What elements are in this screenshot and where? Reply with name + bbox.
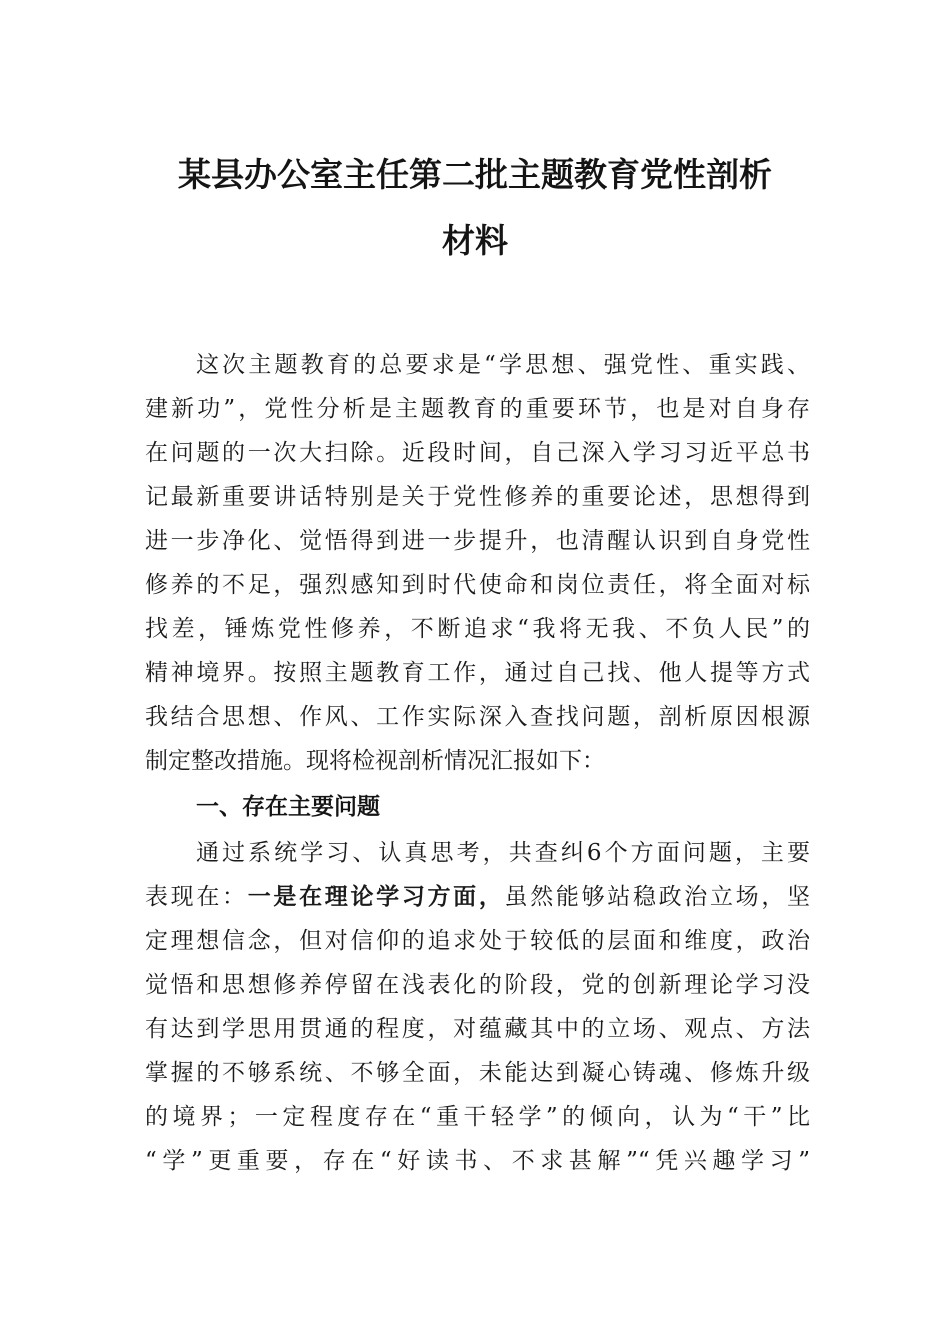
paragraph-line: 修养的不足，强烈感知到时代使命和岗位责任，将全面对标 — [145, 572, 810, 598]
paragraph-line: 记最新重要讲话特别是关于党性修养的重要论述，思想得到 — [145, 484, 810, 510]
paragraph-line: 有达到学思用贯通的程度，对蕴藏其中的立场、观点、方法 — [145, 1016, 810, 1042]
paragraph-line: 精神境界。按照主题教育工作，通过自己找、他人提等方式 — [145, 660, 810, 686]
paragraph-line: 进一步净化、觉悟得到进一步提升，也清醒认识到自身党性 — [145, 528, 810, 554]
paragraph-line: “学”更重要，存在“好读书、不求甚解”“凭兴趣学习” — [145, 1148, 810, 1174]
paragraph-line: 这次主题教育的总要求是“学思想、强党性、重实践、 — [196, 352, 810, 378]
paragraph-line: 觉悟和思想修养停留在浅表化的阶段，党的创新理论学习没 — [145, 972, 810, 998]
paragraph-line: 定理想信念，但对信仰的追求处于较低的层面和维度，政治 — [145, 928, 810, 954]
paragraph-line: 建新功”，党性分析是主题教育的重要环节，也是对自身存 — [145, 396, 810, 422]
line-prefix: 表现在： — [145, 884, 248, 910]
paragraph-line: 通过系统学习、认真思考，共查纠6个方面问题，主要 — [196, 840, 810, 866]
document-title-line-1: 某县办公室主任第二批主题教育党性剖析 — [178, 155, 772, 194]
paragraph-line: 掌握的不够系统、不够全面，未能达到凝心铸魂、修炼升级 — [145, 1060, 810, 1086]
paragraph-line: 找差，锤炼党性修养，不断追求“我将无我、不负人民”的 — [145, 616, 810, 642]
paragraph-line: 的境界；一定程度存在“重干轻学”的倾向，认为“干”比 — [145, 1104, 810, 1130]
paragraph-line: 在问题的一次大扫除。近段时间，自己深入学习习近平总书 — [145, 440, 810, 466]
emphasis-point-one: 一是在理论学习方面， — [247, 884, 505, 910]
paragraph-line: 制定整改措施。现将检视剖析情况汇报如下： — [145, 748, 605, 774]
section-heading: 一、存在主要问题 — [196, 794, 380, 820]
paragraph-line-with-emphasis — [145, 875, 810, 919]
paragraph-line: 我结合思想、作风、工作实际深入查找问题，剖析原因根源 — [145, 704, 810, 730]
document-title-line-2: 材料 — [442, 221, 508, 260]
line-suffix: 虽然能够站稳政治立场，坚 — [504, 884, 810, 910]
